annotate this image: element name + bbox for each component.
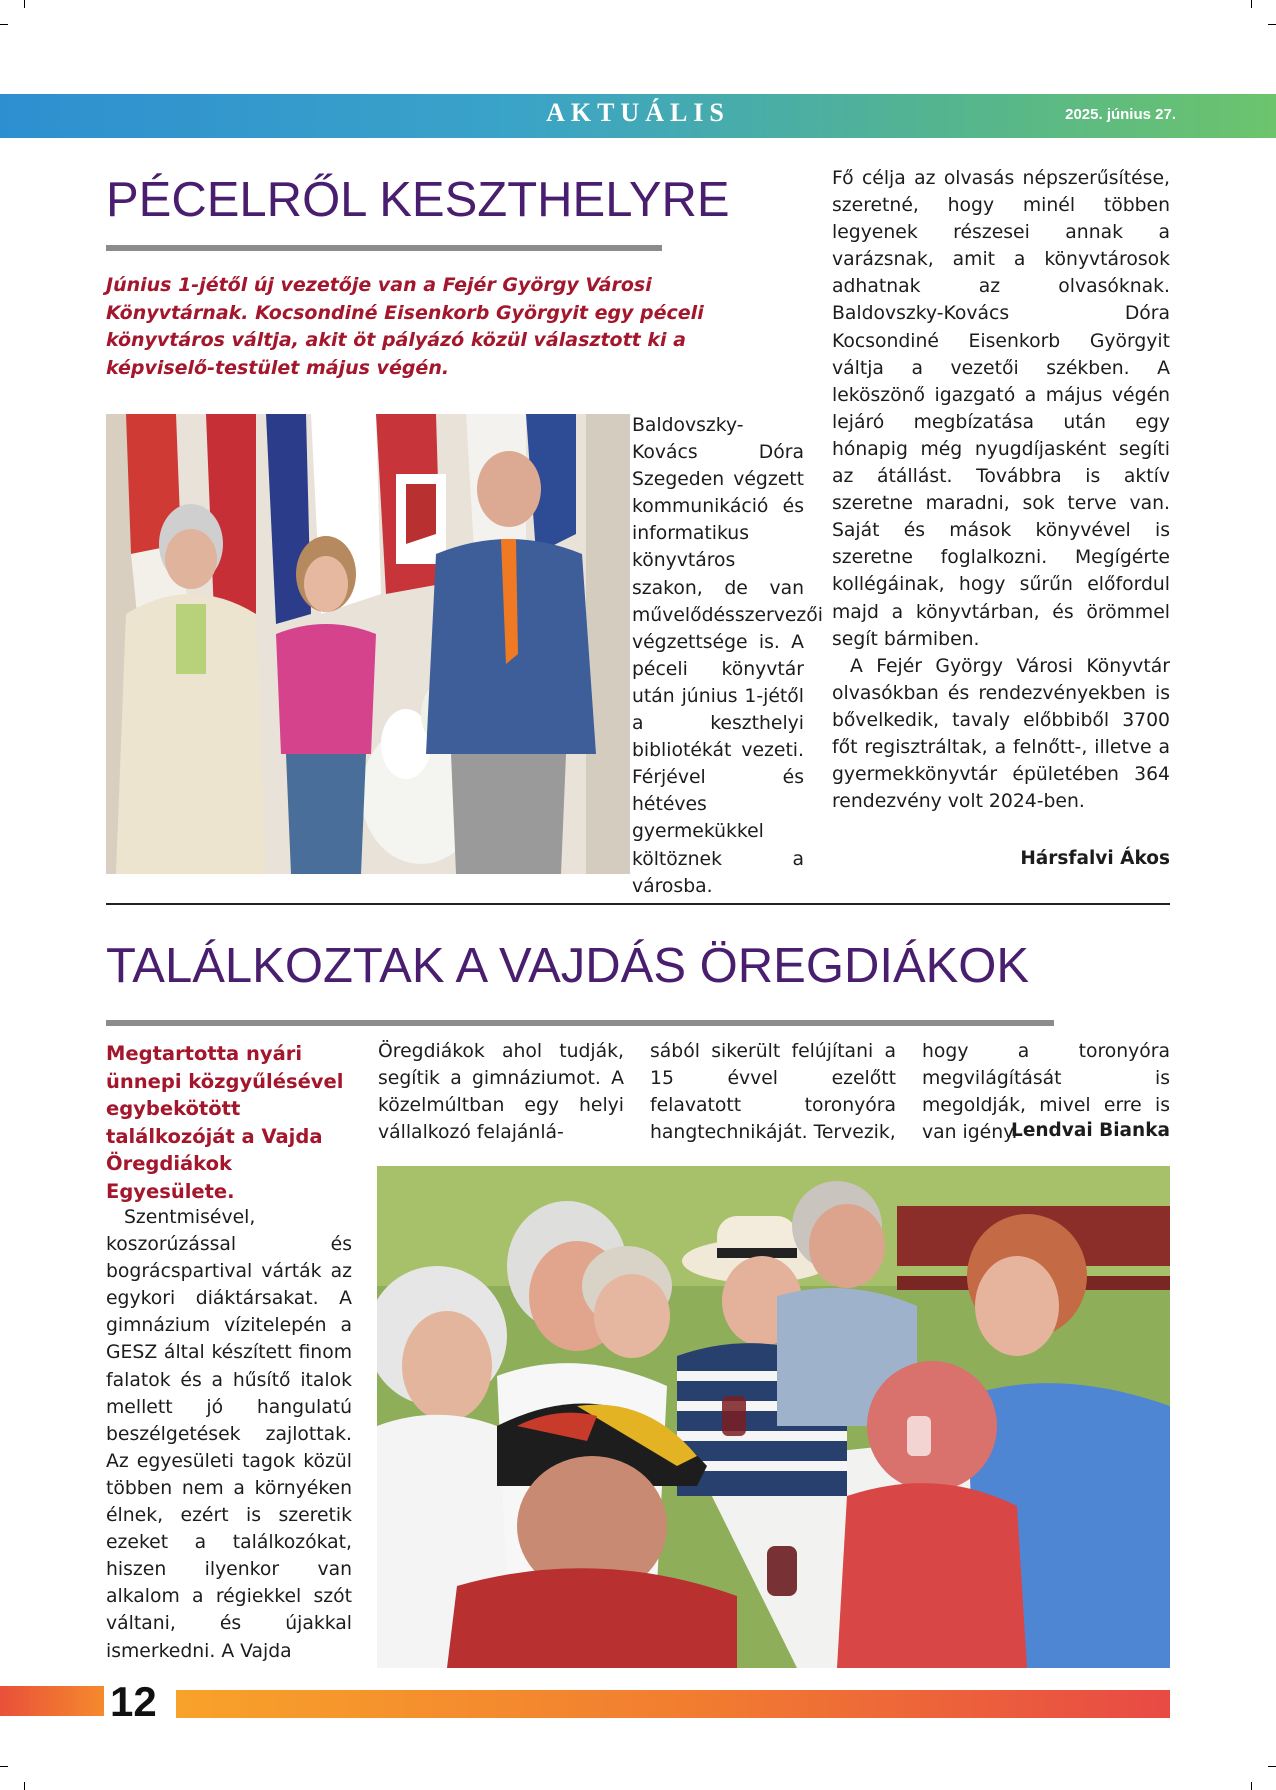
footer-accent-right [176, 1690, 1170, 1718]
article2-paragraph: sából sikerült felújítani a 15 évvel ezelőtt felavatott toronyóra hangtechnikáját. Tervezik, [650, 1041, 896, 1144]
crop-mark [1268, 1766, 1276, 1767]
article2-column-c [650, 1038, 896, 1146]
crop-mark [1268, 24, 1276, 25]
article1-paragraph: Baldovszky-Kovács Dóra Szegeden végzett kommunikáció és informatikus könyvtáros szakon, de van művelődésszervezői végzettsége is. A péceli könyvtár után június 1-jétől a keszthelyi bibliotékát vezeti. Férjével és hétéves gyermekükkel költöznek a városba. [632, 415, 823, 897]
article1-title: PÉCELRŐL KESZTHELYRE [106, 173, 730, 227]
crop-mark [0, 1766, 8, 1767]
crop-mark [24, 1782, 25, 1790]
article2-paragraph: Szentmisével, koszorúzással és bográcspartival várták az egykori diáktársakat. A gimnázium vízitelepén a GESZ által készített finom falatok és a hűsítő italok mellett jó hangulatú beszélgetések zajlottak. Az egyesületi tagok közül többen nem a környéken élnek, ezért is szeretik ezeket a találkozókat, hiszen ilyenkor van alkalom a régiekkel szót váltani, és újakkal ismerkedni. A Vajda [106, 1207, 352, 1662]
crop-mark [0, 24, 8, 25]
article1-column2 [832, 165, 1170, 815]
issue-date: 2025. június 27. [1065, 106, 1176, 123]
article2-column-a [106, 1204, 352, 1665]
article2-title: TALÁLKOZTAK A VAJDÁS ÖREGDIÁKOK [106, 939, 1030, 993]
article1-column1 [632, 412, 823, 900]
group-photo-image [106, 414, 630, 874]
crop-mark [24, 0, 25, 8]
footer-accent-left [0, 1686, 104, 1716]
article2-lead: Megtartotta nyári ünnepi közgyűlésével egybekötött találkozóját a Vajda Öregdiákok Egyesülete. [106, 1042, 344, 1203]
reunion-photo-image [377, 1166, 1170, 1668]
crop-mark [1251, 1782, 1252, 1790]
page-number: 12 [110, 1678, 157, 1725]
article2-paragraph: Öregdiákok ahol tudják, segítik a gimnáziumot. A közelmúltban egy helyi vállalkozó felajánlá- [378, 1041, 624, 1144]
article1-paragraph: Fő célja az olvasás népszerűsítése, szeretné, hogy minél többen legyenek részesei annak a varázsnak, amit a könyvtárosok adhatnak az olvasóknak. Baldovszky-Kovács Dóra Kocsondiné Eisenkorb Györgyit váltja a vezetői székben. A leköszönő igazgató a május végén lejáró megbízatása után egy hónapig még nyugdíjasként segíti az átállást. Továbbra is aktív szeretne maradni, sok terve van. Saját és mások könyvével is szeretne foglalkozni. Megígérte kollégáinak, hogy sűrűn előfordul majd a könyvtárban, és örömmel segít bármiben. [832, 168, 1170, 650]
crop-mark [1251, 0, 1252, 8]
article1-lead: Június 1-jétől új vezetője van a Fejér György Városi Könyvtárnak. Kocsondiné Eisenkorb Györgyit egy péceli könyvtáros váltja, akit öt pályázó közül választott ki a képviselő-testület május végén. [106, 274, 704, 379]
article1-paragraph: A Fejér György Városi Könyvtár olvasókban és rendezvényekben is bővelkedik, tavaly előbbiből 3700 főt regisztráltak, a felnőtt-, illetve a gyermekkönyvtár épületében 364 rendezvény volt 2024-ben. [832, 655, 1170, 813]
article2-byline: Lendvai Bianka [1011, 1120, 1170, 1141]
title-underline [106, 1020, 1054, 1026]
article1-photo [106, 414, 630, 874]
article2-paragraph: hogy a toronyóra megvilágítását is megoldják, mivel erre is van igény. [922, 1041, 1170, 1144]
article2-photo [377, 1166, 1170, 1668]
article1-byline: Hársfalvi Ákos [1020, 848, 1170, 869]
article2-column-b [378, 1038, 624, 1146]
article-divider [106, 903, 1170, 905]
title-underline [106, 245, 662, 251]
section-label: AKTUÁLIS [546, 98, 730, 127]
